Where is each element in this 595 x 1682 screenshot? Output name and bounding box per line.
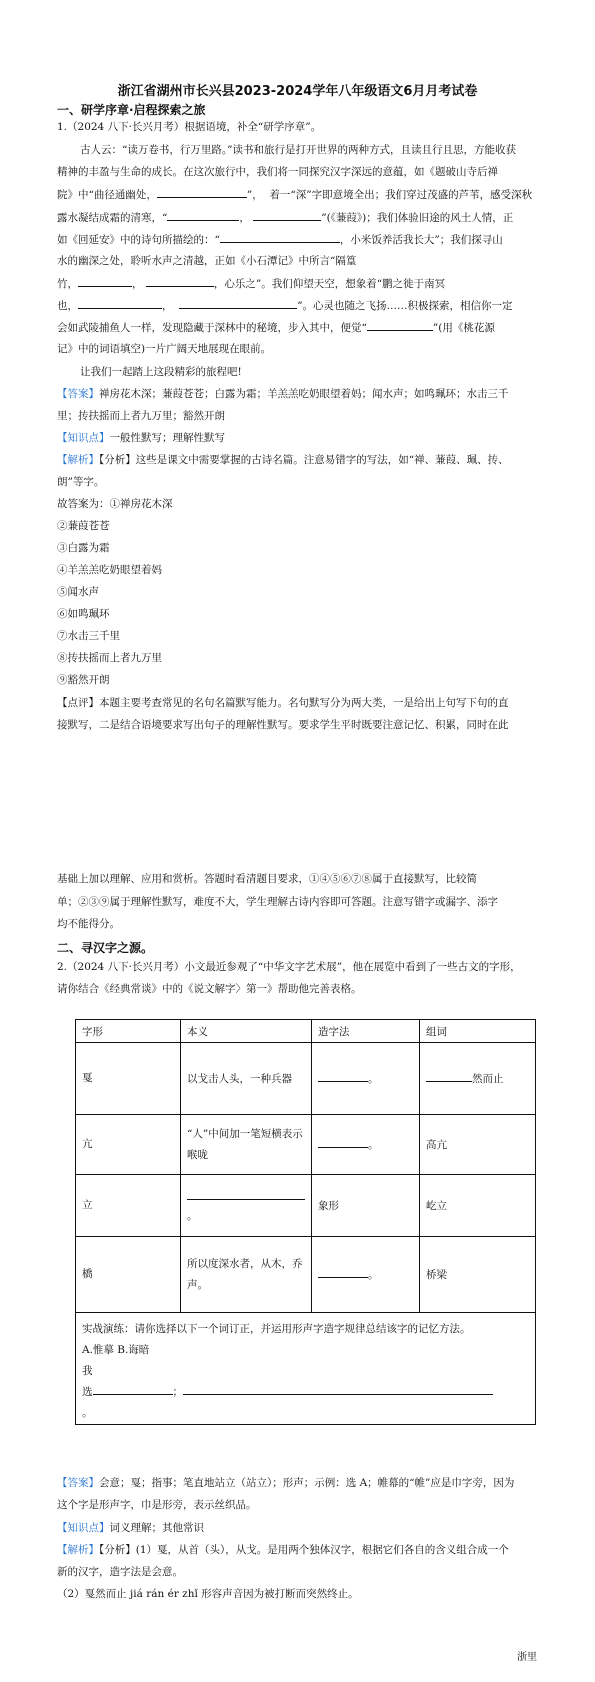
glyph-image: 戛 <box>76 1043 181 1115</box>
glyph-table <box>75 1019 536 1425</box>
blank-4[interactable] <box>220 232 340 243</box>
answer: 【答案】会意；戛；指事；笔直地站立（站立）；形声；示例：选 A；帷幕的“帷”应是巾字旁，因为 <box>57 1477 515 1489</box>
q1-text: 让我们一起踏上这段精彩的旅程吧! <box>80 366 242 378</box>
header-cell: 组词 <box>420 1020 536 1043</box>
q1-text: 水的幽深之处，聆听水声之清越，正如《小石潭记》中所言“隔篁 <box>57 255 357 267</box>
word-cell: 然而止 <box>420 1043 536 1115</box>
header-cell: 造字法 <box>312 1020 420 1043</box>
header-cell: 字形 <box>76 1020 181 1043</box>
method-cell: 。 <box>312 1043 420 1115</box>
practice-cell: 实战演练：请你选择以下一个词订正，并运用形声字造字规律总结该字的记忆方法。 A.惟摹 B.诲暗 我 选 ； 。 <box>76 1313 536 1425</box>
table-row <box>76 1175 536 1237</box>
meaning-cell: “人”中间加一笔短横表示喉咙 <box>181 1115 312 1175</box>
word-cell: 桥梁 <box>420 1237 536 1313</box>
method-cell: 。 <box>312 1237 420 1313</box>
analysis: 【解析】【分析】这些是课文中需要掌握的古诗名篇。注意易错字的写法，如“禅、蒹葭、珮、抟、 <box>57 454 509 466</box>
answer: 里；抟扶摇而上者九万里；豁然开朗 <box>57 410 225 422</box>
table-row <box>76 1115 536 1175</box>
analysis: ⑥如鸣珮环 <box>57 608 110 620</box>
analysis: （2）戛然而止 jiá rán ér zhǐ 形容声音因为被打断而突然终止。 <box>57 1588 359 1600</box>
q1-text: 会如武陵捕鱼人一样，发现隐藏于深林中的秘境，步入其中，便觉“ ”(用《桃花源 <box>57 322 495 334</box>
blank-method-2[interactable] <box>318 1137 368 1148</box>
analysis: 故答案为：①禅房花木深 <box>57 498 173 510</box>
analysis: ②蒹葭苍苍 <box>57 520 110 532</box>
blank-method-1[interactable] <box>318 1071 368 1082</box>
blank-7[interactable] <box>78 298 162 309</box>
method-cell: 象形 <box>312 1175 420 1237</box>
q1-text: 也， ， ”。心灵也随之飞扬……积极探索，相信你一定 <box>57 300 513 312</box>
q1-text: 如《回延安》中的诗句所描绘的：“ ，小米饭养活我长大”；我们探寻山 <box>57 234 503 246</box>
table-header-row <box>76 1020 536 1043</box>
section-heading-1: 一、研学序章·启程探索之旅 <box>57 103 206 117</box>
comment: 【点评】本题主要考查常见的名句名篇默写能力。名句默写分为两大类，一是给出上句写下句的直 <box>57 697 509 709</box>
header-cell: 本义 <box>181 1020 312 1043</box>
blank-practice-1[interactable] <box>93 1384 173 1395</box>
q2-intro: 2.（2024 八下·长兴月考）小文最近参观了“中华文字艺术展”，他在展览中看到了一些古文的字形， <box>57 961 521 973</box>
glyph-image: 亢 <box>76 1115 181 1175</box>
blank-2[interactable] <box>167 210 239 221</box>
meaning-cell: 。 <box>181 1175 312 1237</box>
table-row <box>76 1237 536 1313</box>
blank-8[interactable] <box>179 298 297 309</box>
answer: 这个字是形声字，巾是形旁，表示丝织品。 <box>57 1499 257 1511</box>
blank-3[interactable] <box>253 210 321 221</box>
q1-intro: 1.（2024 八下·长兴月考）根据语境，补全“研学序章”。 <box>57 121 322 133</box>
word-cell: 屹立 <box>420 1175 536 1237</box>
meaning-cell: 所以度深水者，从木，乔声。 <box>181 1237 312 1313</box>
analysis: ⑨豁然开朗 <box>57 674 110 686</box>
blank-word-1[interactable] <box>426 1071 472 1082</box>
analysis: ⑤闻水声 <box>57 586 99 598</box>
page-footer: 浙里 <box>517 1652 537 1663</box>
blank-6[interactable] <box>146 276 214 287</box>
blank-meaning-3[interactable] <box>187 1189 305 1200</box>
table-row <box>76 1043 536 1115</box>
analysis: 【解析】【分析】(1）戛，从首（头），从戈。是用两个独体汉字，根据它们各自的含义组合成一个 <box>57 1544 509 1556</box>
glyph-image: 橋 <box>76 1237 181 1313</box>
blank-practice-2[interactable] <box>183 1384 493 1395</box>
glyph-image: 立 <box>76 1175 181 1237</box>
section-heading-2: 二、寻汉字之源。 <box>57 941 154 955</box>
comment: 基础上加以理解、应用和赏析。答题时看清题目要求，①④⑤⑥⑦⑧属于直接默写，比较简 <box>57 873 477 885</box>
answer: 【答案】禅房花木深；蒹葭苍苍；白露为霜；羊羔羔吃奶眼望着妈；闻水声；如鸣珮环；水击三千 <box>57 388 509 400</box>
blank-5[interactable] <box>78 276 132 287</box>
q1-text: 露水凝结成霜的清寒，“ ， ”(《蒹葭》)；我们体验旧途的风土人情，正 <box>57 212 514 224</box>
q1-text: 院》中“曲径通幽处， ”， 着一“深”字即意境全出；我们穿过茂盛的芦苇，感受深秋 <box>57 189 533 201</box>
analysis: ⑧抟扶摇而上者九万里 <box>57 652 162 664</box>
comment: 单；②③⑨属于理解性默写，难度不大，学生理解古诗内容即可答题。注意写错字或漏字、添字 <box>57 896 498 908</box>
comment: 均不能得分。 <box>57 918 120 930</box>
analysis: ④羊羔羔吃奶眼望着妈 <box>57 564 162 576</box>
word-cell: 高亢 <box>420 1115 536 1175</box>
analysis: ③白露为霜 <box>57 542 110 554</box>
knowledge-point: 【知识点】词义理解；其他常识 <box>57 1522 204 1534</box>
meaning-cell: 以戈击人头，一种兵器 <box>181 1043 312 1115</box>
analysis: ⑦水击三千里 <box>57 630 120 642</box>
blank-method-4[interactable] <box>318 1267 368 1278</box>
knowledge-point: 【知识点】一般性默写；理解性默写 <box>57 432 225 444</box>
blank-9[interactable] <box>367 320 433 331</box>
blank-1[interactable] <box>157 187 247 198</box>
q1-text: 竹， ， ，心乐之”。我们仰望天空，想象着“鹏之徙于南冥 <box>57 278 446 290</box>
q1-text: 古人云：“读万卷书，行万里路。”读书和旅行是打开世界的两种方式，且读且行且思，方能收获 <box>80 144 516 156</box>
q1-text: 记》中的词语填空)一片广阔天地展现在眼前。 <box>57 343 272 355</box>
comment: 接默写，二是结合语境要求写出句子的理解性默写。要求学生平时既要注意记忆、积累，同时在此 <box>57 719 509 731</box>
q2-intro: 请你结合《经典常谈》中的《说文解字〉第一》帮助他完善表格。 <box>57 983 362 995</box>
page-title: 浙江省湖州市长兴县2023-2024学年八年级语文6月月考试卷 <box>117 84 478 99</box>
q1-text: 精神的丰盈与生命的成长。在这次旅行中，我们将一同探究汉字深远的意蕴，如《题破山寺后禅 <box>57 166 498 178</box>
practice-row <box>76 1313 536 1425</box>
method-cell: 。 <box>312 1115 420 1175</box>
analysis: 新的汉字，造字法是会意。 <box>57 1566 183 1578</box>
analysis: 朗”等字。 <box>57 476 105 488</box>
